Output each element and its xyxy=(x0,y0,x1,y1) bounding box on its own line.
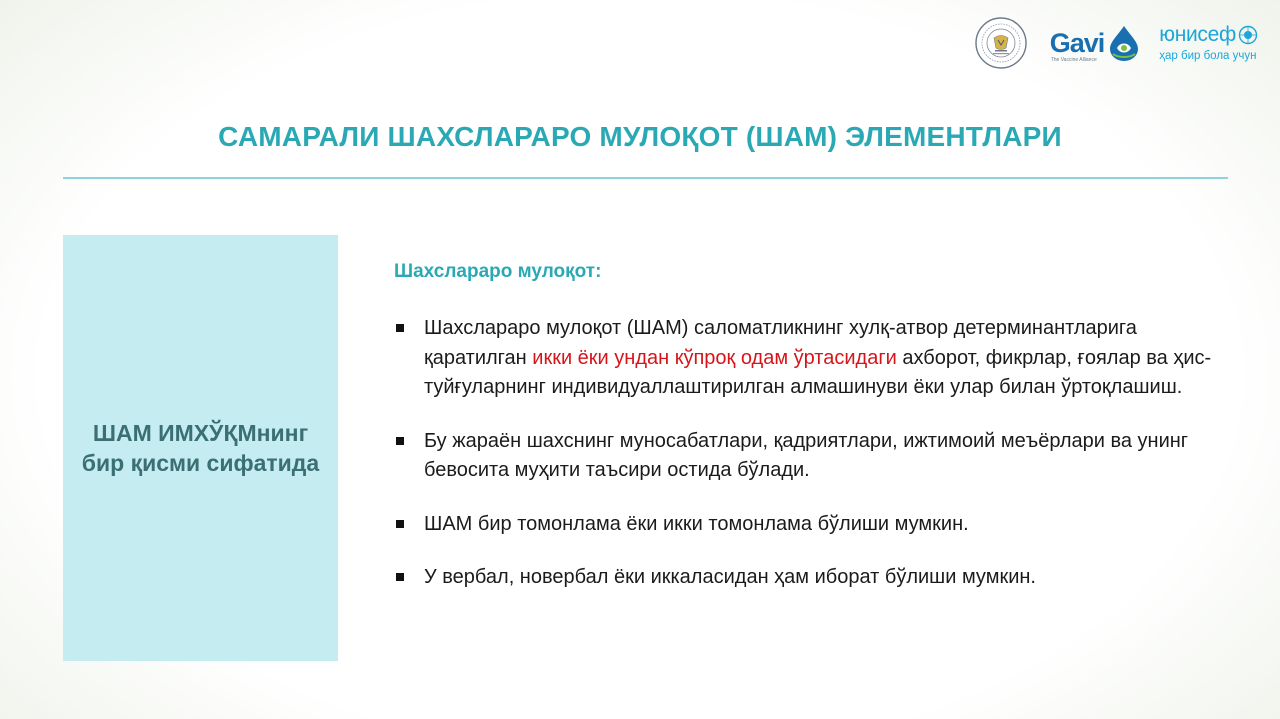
bullet-item xyxy=(394,427,1234,486)
bullet-item xyxy=(394,563,1234,593)
unicef-logo xyxy=(1159,24,1258,62)
section-subheading: Шахслараро мулоқот: xyxy=(394,261,602,282)
gavi-drop-icon xyxy=(1107,24,1141,62)
side-panel xyxy=(63,235,338,661)
partner-logos xyxy=(974,14,1258,72)
unicef-wordmark: юнисеф xyxy=(1159,23,1236,46)
gavi-logo xyxy=(1050,24,1142,62)
highlighted-text: икки ёки ундан кўпроқ одам ўртасидаги xyxy=(532,346,897,369)
bullet-text: У вербал, новербал ёки иккаласидан ҳам иборат бўлиши мумкин. xyxy=(424,566,1036,588)
gavi-wordmark xyxy=(1049,27,1105,63)
bullet-item xyxy=(394,314,1234,403)
title-divider xyxy=(63,177,1228,179)
unicef-tagline: ҳар бир бола учун xyxy=(1159,50,1257,62)
ministry-seal-icon xyxy=(974,16,1028,70)
bullet-text: ахборот, фикрлар, ғоялар ва ҳис-туйғуларнинг индивидуаллаштирилган алмашинуви ёки улар билан ўртоқлашиш. xyxy=(424,346,1212,398)
bullet-text: ШАМ бир томонлама ёки икки томонлама бўлиши мумкин. xyxy=(424,512,969,535)
unicef-globe-icon xyxy=(1238,25,1258,45)
bullet-list xyxy=(394,314,1234,593)
bullet-text: Бу жараён шахснинг муносабатлари, қадриятлари, ижтимоий меъёрлари ва унинг бевосита муҳити таъсири остида бўлади. xyxy=(424,429,1189,481)
bullet-text: Шахслараро мулоқот (ШАМ) саломатликнинг хулқ-атвор детерминантларига қаратилган xyxy=(424,317,1137,369)
side-panel-text: ШАМ ИМХЎҚМнинг бир қисми сифатида xyxy=(81,420,320,476)
slide-title: САМАРАЛИ ШАХСЛАРАРО МУЛОҚОТ (ШАМ) ЭЛЕМЕНТЛАРИ xyxy=(218,121,1062,152)
bullet-item xyxy=(394,510,1234,540)
gavi-word: Gavi xyxy=(1049,27,1105,58)
gavi-subtitle: The Vaccine Alliance xyxy=(1050,56,1097,63)
